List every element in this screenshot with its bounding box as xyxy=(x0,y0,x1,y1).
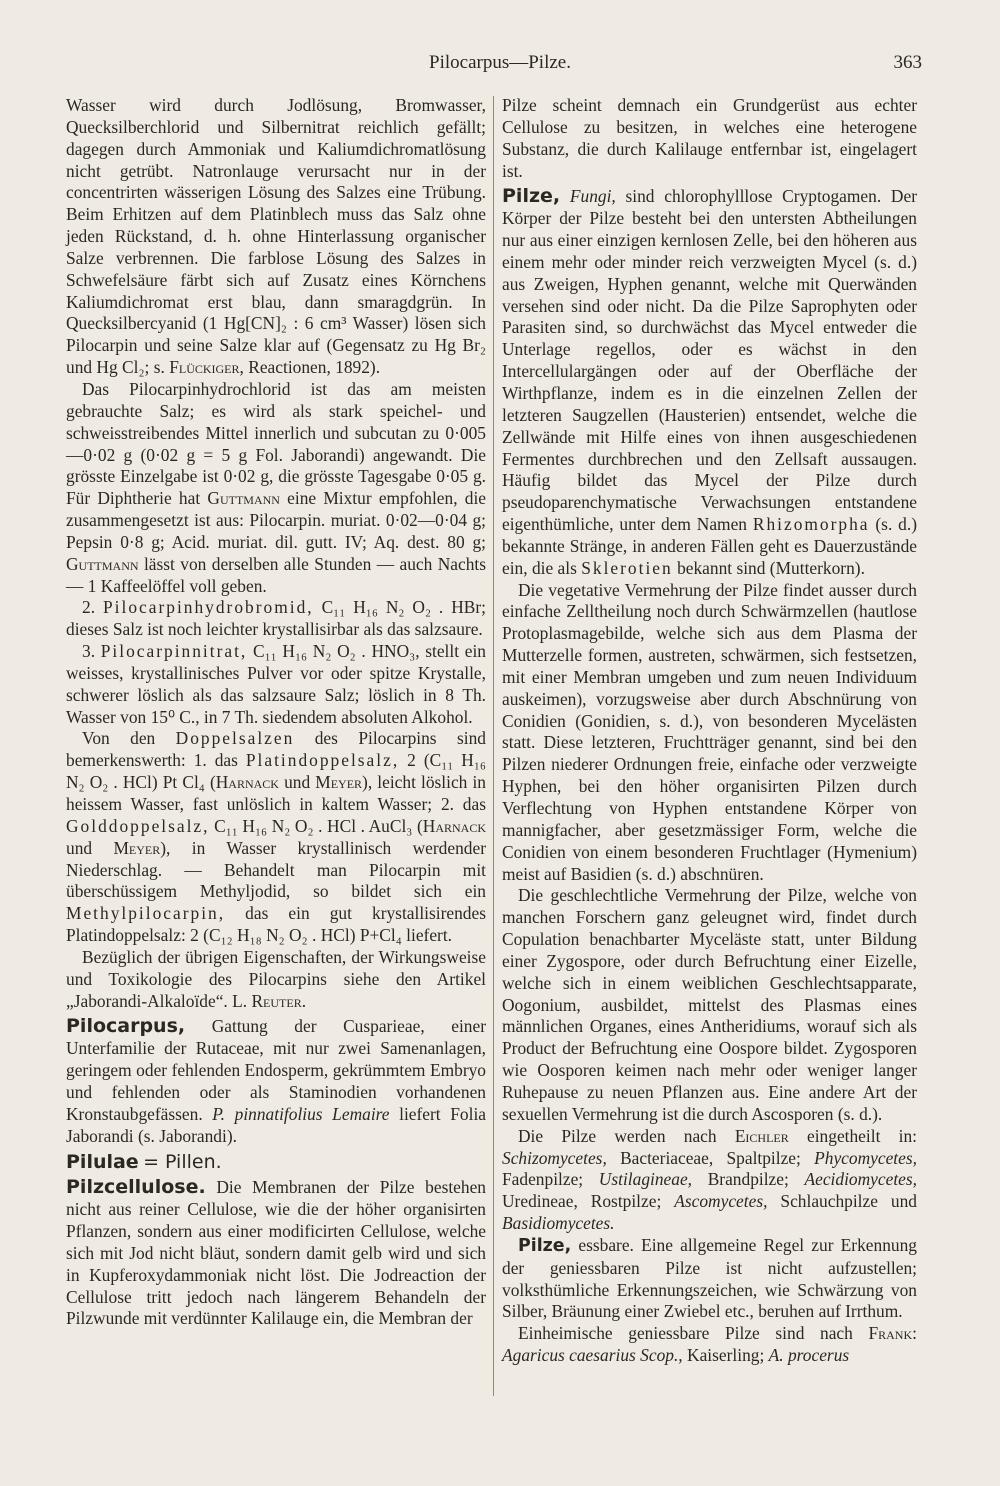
text: , Reactionen, 1892). xyxy=(239,357,381,378)
page-number: 363 xyxy=(893,52,922,73)
text: lässt von derselben alle Stunden — auch Nachts — 1 Kaffeelöffel voll geben. xyxy=(66,553,486,596)
entry-headword: Pilzcellulose. xyxy=(66,1176,206,1199)
author-name: Guttmann xyxy=(207,488,280,509)
taxon-name: Ascomycetes, xyxy=(674,1191,768,1212)
taxon-name: Basidiomycetes. xyxy=(502,1213,615,1234)
text: : xyxy=(912,1323,917,1344)
text: ), leicht löslich in heissem Wasser, fast unlöslich in kaltem Wasser; 2. das xyxy=(66,772,486,814)
text: Die geschlechtliche Vermehrung der Pilze, welche von manchen Forschern ganz geleugnet wird, findet durch Copulation benachbarter Myceläste statt, unter Bildung einer Zygospore, oder durch Befruchtung einer Eizelle, welche sich in einem weiblichen Geschlechtsapparate, Oogonium, ausbildet, mittelst des Plasmas eines männlichen Organes, eines Antheridiums, worauf sich als Product der Befruchtung eine Oospore bildet. Zygosporen wie Oosporen keimen nach mehr oder weniger langer Ruhepause zu neuen Pflanzen aus. Eine andere Art der sexuellen Vermehrung ist die durch Ascosporen (s. d.). xyxy=(502,885,917,1124)
entry-pilzcellulose xyxy=(66,1177,486,1330)
text: (s. d.) bekannte Stränge, in anderen Fällen geht es Dauerzustände ein, die als xyxy=(502,514,917,578)
latin-name: Fungi, xyxy=(569,186,616,207)
text: Bezüglich der übrigen Eigenschaften, der Wirkungsweise und Toxikologie des Pilocarpins siehe den Artikel „Jaborandi-Alkaloïde“. xyxy=(66,946,486,1011)
paragraph-doppelsalze xyxy=(66,728,486,946)
paragraph-cellulose-continued xyxy=(502,95,917,182)
term: Doppelsalzen xyxy=(175,728,295,749)
text: Wasser wird durch Jodlösung, Bromwasser, Quecksilberchlorid und Silbernitrat reichlich gefällt; dagegen durch Ammoniak und Kaliumdichromatlösung nicht getrübt. Natronlauge verursacht nur in der concentrirten wässerigen Lösung des Salzes eine Trübung. Beim Erhitzen auf dem Platinblech muss das Salz ohne jeden Rückstand, d. h. ohne Hinterlassung organischer Salze verbrennen. Die farblose Lösung des Salzes in Schwefelsäure färbt sich auf Zusatz eines Körnchens Kaliumdichromat erst blau, dann smaragdgrün. In Quecksilbercyanid (1 Hg[CN]₂ : 6 cm³ Wasser) lösen sich Pilocarpin und seine Salze klar auf (Gegensatz zu Hg Br₂ und Hg Cl₂; s. xyxy=(66,95,486,378)
term: Golddoppelsalz, xyxy=(66,815,210,836)
entry-pilocarpus xyxy=(66,1016,486,1147)
text: liefert Folia Jaborandi (s. Jaborandi). xyxy=(66,1103,486,1146)
author-name: Frank xyxy=(868,1323,913,1344)
taxon-name: Ustilagineae, xyxy=(598,1169,693,1190)
entry-pilze-essbare xyxy=(502,1235,917,1323)
text: und xyxy=(278,772,316,793)
author-name: Harnack xyxy=(422,815,486,836)
taxon-name: Aecidiomycetes, xyxy=(804,1169,917,1190)
text: Schlauchpilze und xyxy=(780,1191,917,1212)
left-column xyxy=(66,95,486,1330)
text: Das Pilocarpinhydrochlorid ist das am meisten gebrauchte Salz; es wird als stark speichel- und schweisstreibendes Mittel innerlich und subcutan zu 0·005—0·02 g (0·02 g = 5 g Fol. Jaborandi) angewandt. Die grösste Einzelgabe ist 0·02 g, die grösste Tagesgabe 0·05 g. Für Diphtherie hat xyxy=(66,378,486,509)
author-name: Harnack xyxy=(215,772,279,793)
author-name: Eichler xyxy=(734,1125,789,1146)
text: Fadenpilze; xyxy=(502,1169,584,1190)
paragraph-einheimische xyxy=(502,1323,917,1367)
paragraph-hydrochlorid xyxy=(66,379,486,597)
paragraph-eintheilung xyxy=(502,1126,917,1235)
compound-name: Pilocarpinhydrobromid, xyxy=(102,597,314,618)
text: eingetheilt in: xyxy=(807,1125,917,1146)
taxon-name: Phycomycetes, xyxy=(814,1147,917,1168)
author-name: Guttmann xyxy=(66,553,139,574)
text: das ein gut krystallisirendes Platindoppelsalz: 2 (C₁₂ H₁₈ N₂ O₂ . HCl) P+Cl₄ liefert. xyxy=(66,903,486,946)
text: ), in Wasser krystallinisch werdender Niederschlag. — Behandelt man Pilocarpin mit überschüssigem Methyljodid, so bildet sich ein xyxy=(66,837,486,902)
paragraph-geschlechtlich xyxy=(502,885,917,1125)
column-divider xyxy=(493,96,494,1396)
text: C₁₁ H₁₆ N₂ O₂ . HCl . AuCl₃ ( xyxy=(214,815,423,836)
entry-headword: Pilze, xyxy=(502,185,561,208)
text: und xyxy=(66,837,114,858)
entry-headword: Pilulae xyxy=(66,1150,139,1173)
text: Kaiserling; xyxy=(687,1345,765,1366)
page-header xyxy=(0,52,1000,78)
text: Einheimische geniessbare Pilze sind nach xyxy=(518,1323,853,1344)
text: Von den xyxy=(82,728,156,749)
entry-headword: Pilocarpus, xyxy=(66,1015,186,1038)
paragraph-vegetative xyxy=(502,580,917,886)
species-name: Agaricus caesarius Scop., xyxy=(502,1345,683,1366)
author-name: Meyer xyxy=(113,837,161,858)
right-column xyxy=(502,95,917,1367)
term: Platindoppelsalz, xyxy=(245,750,400,771)
text: Pilze scheint demnach ein Grundgerüst aus echter Cellulose zu besitzen, in welches eine heterogene Substanz, die durch Kalilauge entfernbar ist, eingelagert ist. xyxy=(502,95,917,181)
text: Die vegetative Vermehrung der Pilze findet ausser durch einfache Zelltheilung noch durch Schwärmzellen (hautlose Protoplasmagebilde, welche sich aus dem Plasma der Mutterzelle formen, austreten, schwärmen, sich festsetzen, mit einer Membran umgeben und zum neuen Individuum auskeimen), vorzugsweise aber durch Abschnürung von Conidien (Gonidien, s. d.), von besonderen Mycelästen statt. Diese letzteren, Fruchtträger genannt, sind bei den Pilzen niederer Ordnungen freie, einfache oder verzweigte Hyphen, bei den höher organisirten Pilzen durch Verflechtung von Hyphen entstandene Körper von mannigfacher, aber gesetzmässiger Form, welche die Conidien von einem besonderen Fruchtlager (Hymenium) meist auf Basidien (s. d.) abschnüren. xyxy=(502,579,917,884)
text: sind chlorophylllose Cryptogamen. Der Körper der Pilze besteht bei den untersten Abtheilungen nur aus einer einzigen kernlosen Zelle, bei den höheren aus einem mehr oder minder reich verzweigten Mycel (s. d.) aus Zweigen, Hyphen genannt, welche mit Querwänden versehen sind oder nicht. Da die Pilze Saprophyten oder Parasiten sind, so durchwächst das Mycel entweder die Unterlage regellos, oder es wächst in den Intercellulargängen oder auf der Oberfläche der Wirthpflanze, indem es in die einzelnen Zellen der letzteren Saugzellen (Hausterien) entsendet, welche die Zellwände mit Hilfe eines von ihnen ausgeschiedenen Fermentes durchbrechen und den Zellsaft aussaugen. Häufig bildet das Mycel der Pilze durch pseudoparenchymatische Verwachsungen entstandene eigenthümliche, unter dem Namen xyxy=(502,186,917,535)
term: Methylpilocarpin, xyxy=(66,903,226,924)
entry-pilulae xyxy=(66,1152,486,1174)
paragraph-nitrat xyxy=(66,641,486,728)
text: Uredineae, Rostpilze; xyxy=(502,1191,662,1212)
term: Sklerotien xyxy=(581,557,673,578)
text: C₁₁ H₁₆ N₂ O₂ . HBr; dieses Salz ist noch leichter krystallisirbar als das salzsaure. xyxy=(66,597,486,640)
text: Die Membranen der Pilze bestehen nicht aus reiner Cellulose, wie die der höher organisirten Pflanzen, sondern aus einer modificirten Cellulose, welche sich mit Jod nicht bläut, sondern damit gelb wird und sich in Kupferoxydammoniak nicht löst. Die Jodreaction der Cellulose tritt jedoch nach längerem Behandeln der Pilzwunde mit verdünnter Kalilauge ein, die Membran der xyxy=(66,1177,486,1329)
text: bekannt sind (Mutterkorn). xyxy=(677,557,865,578)
entry-pilze xyxy=(502,186,917,579)
signature: L. Reuter. xyxy=(232,990,307,1011)
running-title: Pilocarpus—Pilze. xyxy=(429,52,571,73)
entry-headword: Pilze, xyxy=(518,1235,572,1256)
species-name: P. pinnatifolius Lemaire xyxy=(212,1103,390,1124)
compound-name: Pilocarpinnitrat, xyxy=(100,641,248,662)
taxon-name: Schizomycetes, xyxy=(502,1147,607,1168)
text: Die Pilze werden nach xyxy=(518,1125,717,1146)
paragraph-salt-reactions xyxy=(66,95,486,379)
text: des Pilocarpins sind bemerkenswerth: 1. das xyxy=(66,728,486,771)
species-name: A. procerus xyxy=(768,1345,850,1366)
text: Bacteriaceae, Spaltpilze; xyxy=(620,1147,801,1168)
text: essbare. Eine allgemeine Regel zur Erkennung der geniessbaren Pilze ist nicht aufzustellen; volksthümliche Erkennungszeichen, wie Schwärzung von Silber, Bräunung einer Zwiebel etc., beruhen auf Irrthum. xyxy=(502,1234,917,1322)
text: Gattung der Cusparieae, einer Unterfamilie der Rutaceae, mit nur zwei Samenanlagen, geringem oder fehlenden Endosperm, gekrümmtem Embryo und fehlenden oder als Staminodien vorhandenen Kronstaubgefässen. xyxy=(66,1016,486,1124)
text: C₁₁ H₁₆ N₂ O₂ . HNO₃, stellt ein weisses, krystallinisches Pulver vor oder spitze Krystalle, schwerer löslich als das salzsaure Salz; löslich in 8 Th. Wasser von 15⁰ C., in 7 Th. siedendem absoluten Alkohol. xyxy=(66,641,486,727)
text: Brandpilze; xyxy=(707,1169,789,1190)
text: = Pillen. xyxy=(143,1150,222,1173)
list-number: 3. xyxy=(82,641,96,662)
paragraph-hydrobromid xyxy=(66,597,486,641)
text: 2 (C₁₁ H₁₆ N₂ O₂ . HCl) Pt Cl₄ ( xyxy=(66,750,486,793)
author-name: Meyer xyxy=(315,772,363,793)
list-number: 2. xyxy=(82,597,96,618)
term: Rhizomorpha xyxy=(752,514,870,535)
text: eine Mixtur empfohlen, die zusammengesetzt ist aus: Pilocarpin. muriat. 0·02—0·04 g; Pepsin 0·8 g; Acid. muriat. dil. gutt. IV; Aq. dest. 80 g; xyxy=(66,488,486,552)
author-name: Flückiger xyxy=(169,357,240,378)
paragraph-reference xyxy=(66,947,486,1013)
